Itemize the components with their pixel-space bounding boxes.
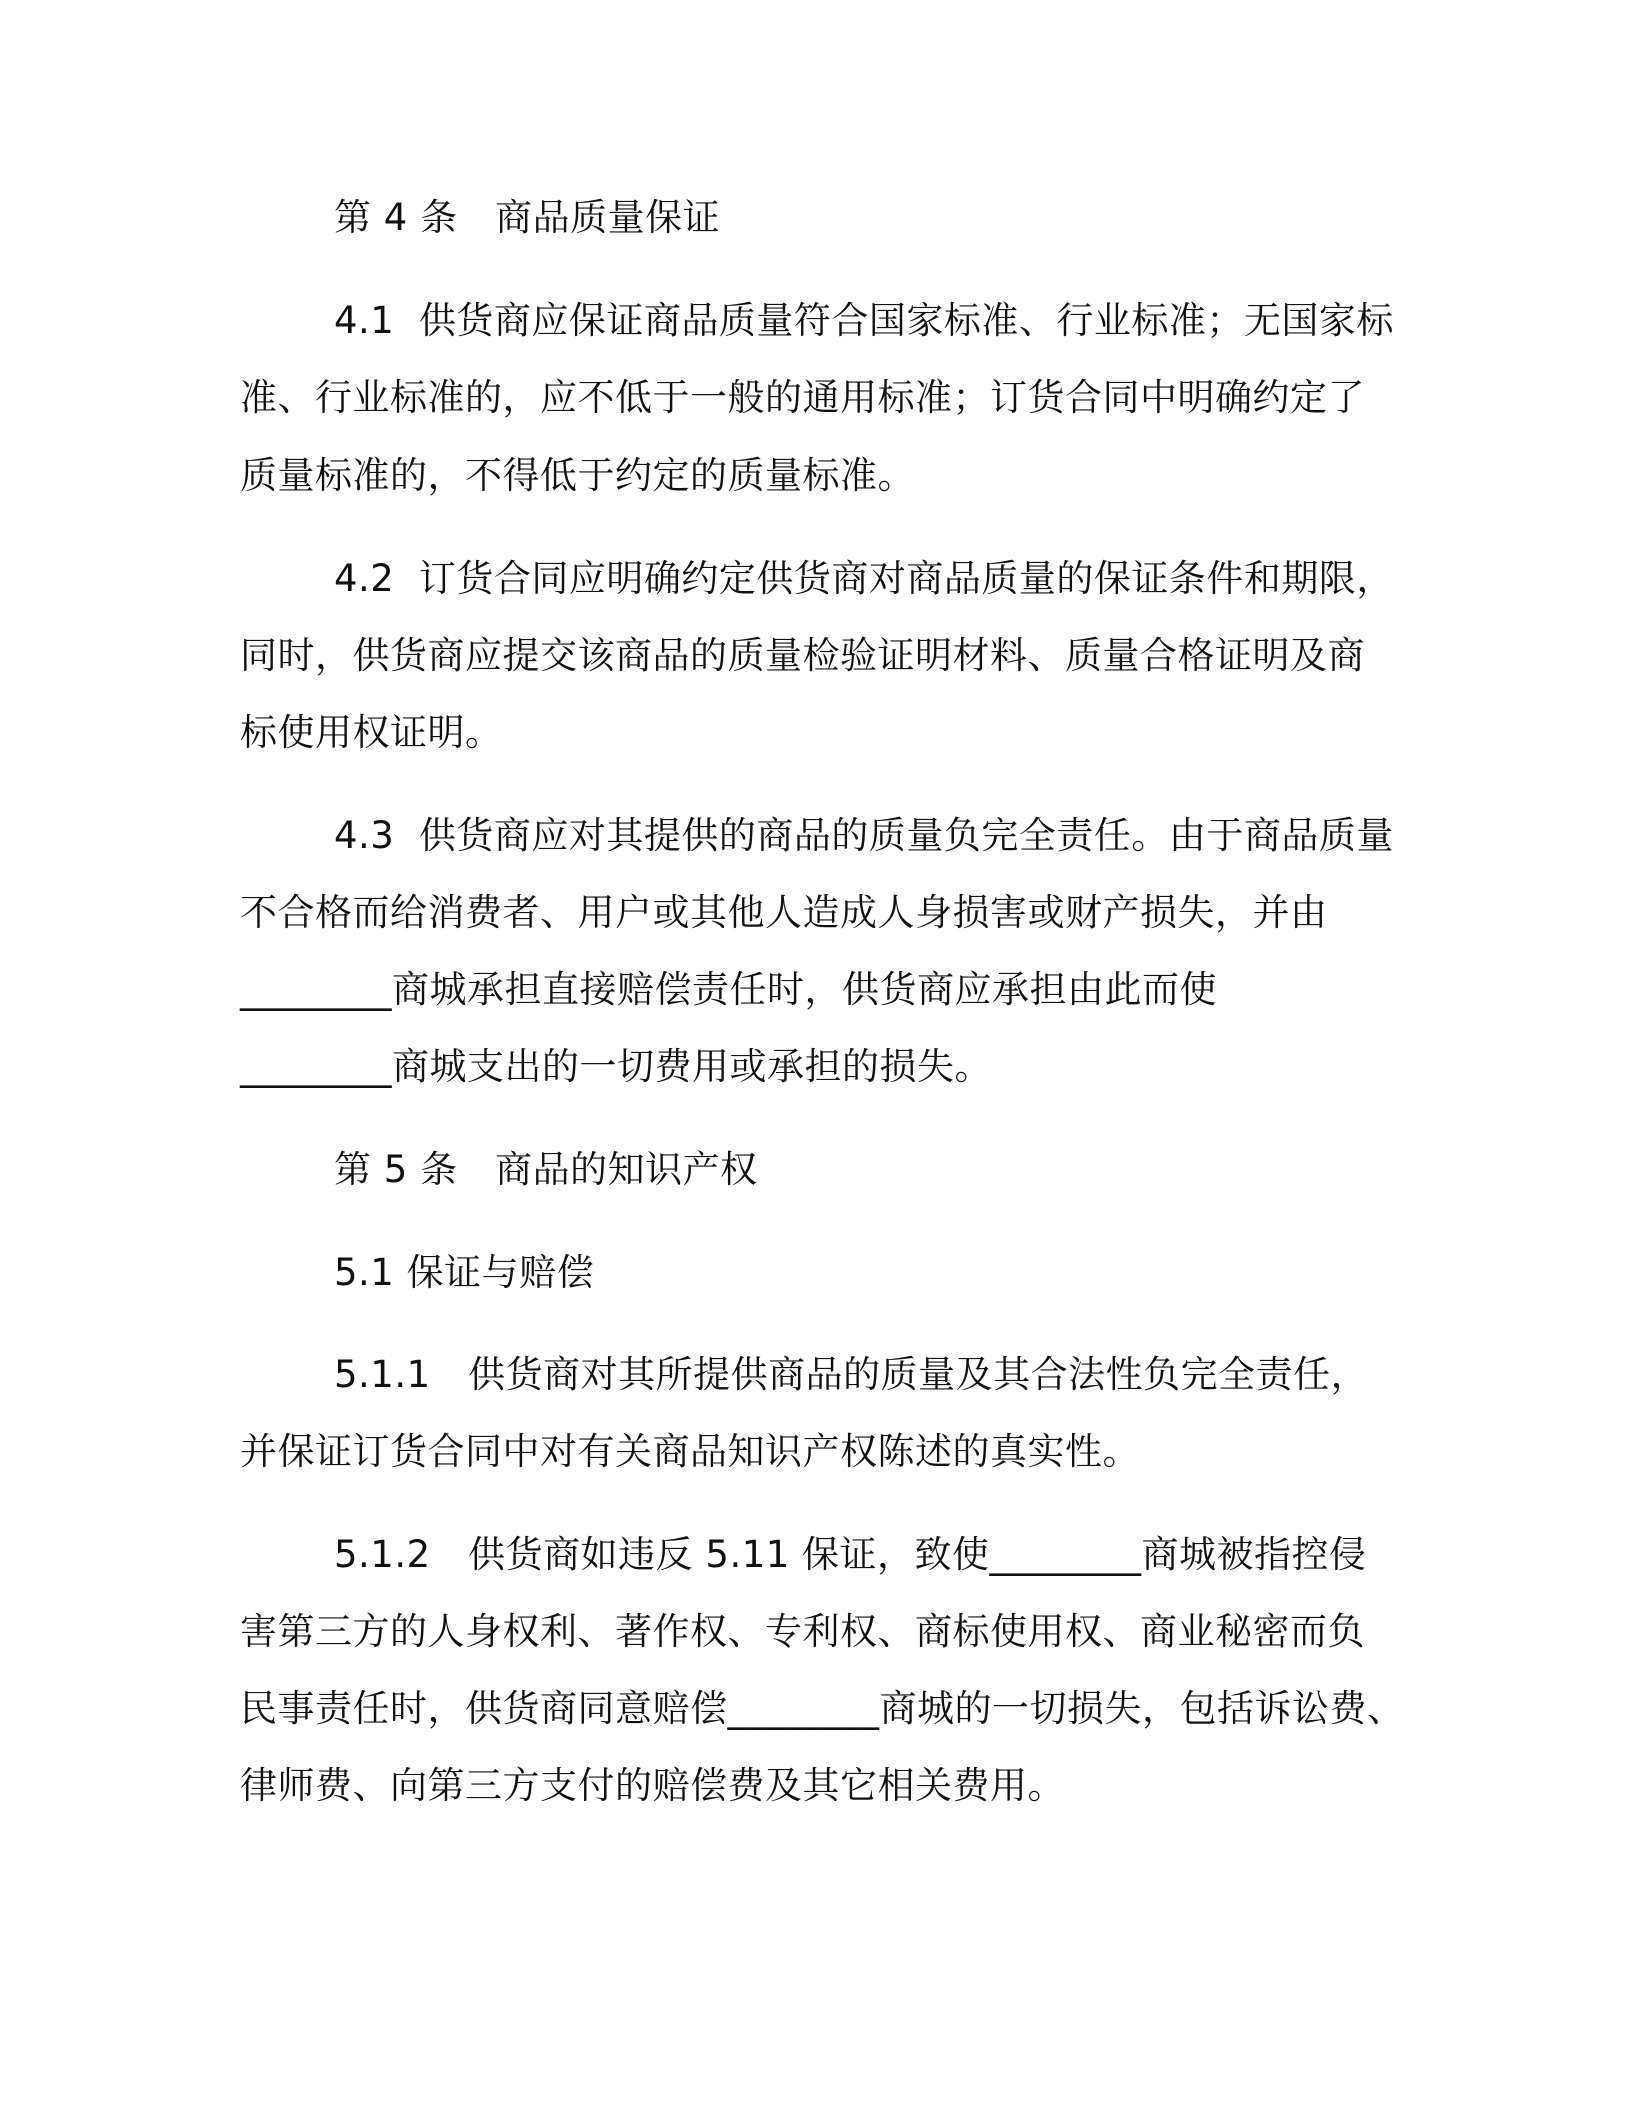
article-5-heading: 第 5 条 商品的知识产权 [334,1148,758,1191]
clause-5-1-2-line-2: 害第三方的人身权利、著作权、专利权、商标使用权、商业秘密而负 [240,1610,1365,1653]
clause-5-1-1-line-1: 5.1.1 供货商对其所提供商品的质量及其合法性负完全责任， [334,1353,1369,1396]
clause-4-2-line-2: 同时，供货商应提交该商品的质量检验证明材料、质量合格证明及商 [240,634,1365,677]
clause-4-3-line-2: 不合格而给消费者、用户或其他人造成人身损害或财产损失，并由 [240,891,1328,934]
clause-4-2-line-1: 4.2 订货合同应明确约定供货商对商品质量的保证条件和期限， [334,557,1394,600]
clause-4-3-line-3: ________商城承担直接赔偿责任时，供货商应承担由此而使 [240,968,1217,1011]
section-5-1-heading: 5.1 保证与赔偿 [334,1251,595,1294]
clause-4-3-line-4: ________商城支出的一切费用或承担的损失。 [240,1045,992,1088]
clause-4-1-line-2: 准、行业标准的，应不低于一般的通用标准；订货合同中明确约定了 [240,376,1365,419]
clause-5-1-2-line-3: 民事责任时，供货商同意赔偿________商城的一切损失，包括诉讼费、 [240,1687,1405,1730]
clause-5-1-2-line-4: 律师费、向第三方支付的赔偿费及其它相关费用。 [240,1764,1065,1807]
clause-5-1-2-line-1: 5.1.2 供货商如违反 5.11 保证，致使________商城被指控侵 [334,1533,1367,1576]
clause-4-1-line-3: 质量标准的，不得低于约定的质量标准。 [240,454,915,497]
article-4-heading: 第 4 条 商品质量保证 [334,196,721,239]
clause-5-1-1-line-2: 并保证订货合同中对有关商品知识产权陈述的真实性。 [240,1430,1140,1473]
clause-4-3-line-1: 4.3 供货商应对其提供的商品的质量负完全责任。由于商品质量 [334,814,1394,857]
clause-4-1-line-1: 4.1 供货商应保证商品质量符合国家标准、行业标准；无国家标 [334,299,1394,342]
clause-4-2-line-3: 标使用权证明。 [240,711,503,754]
